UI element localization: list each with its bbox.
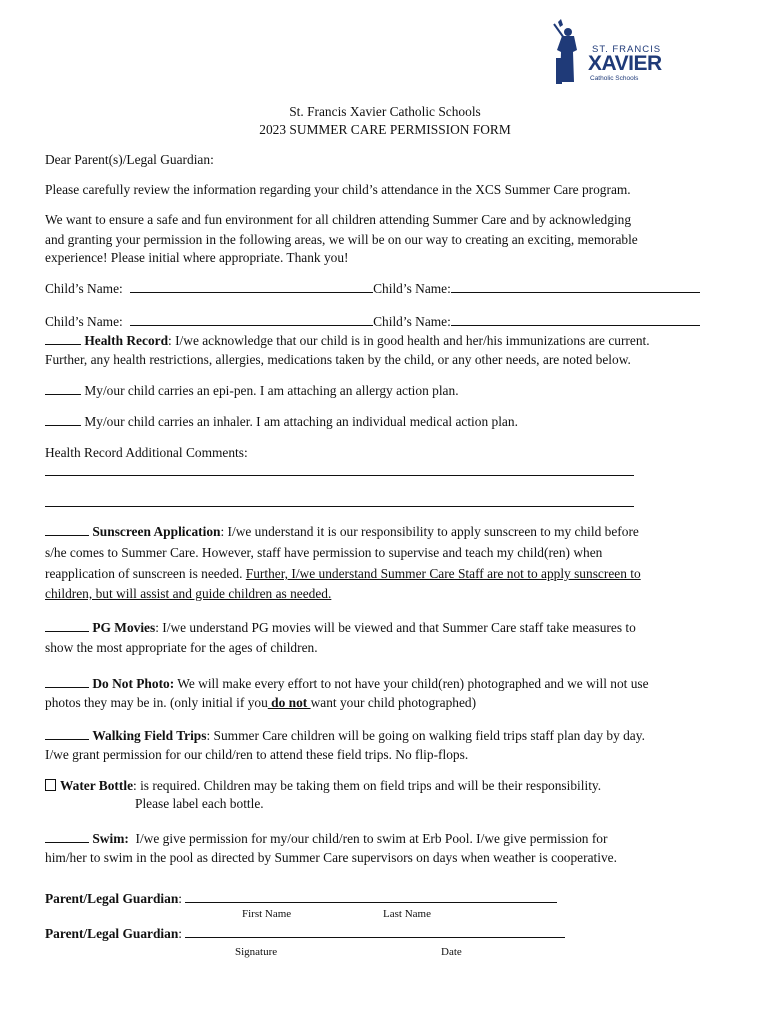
inhaler-text: My/our child carries an inhaler. I am attaching an individual medical action plan.: [84, 414, 518, 429]
photo-initial-field[interactable]: [45, 675, 89, 688]
child-name-field-2[interactable]: [451, 280, 700, 293]
swim-line-1: [45, 830, 607, 847]
inhaler-line: [45, 413, 518, 430]
water-title: Water Bottle: [60, 778, 134, 793]
logo-line3: Catholic Schools: [590, 75, 639, 82]
walking-text: : Summer Care children will be going on walking field trips staff plan day by day.: [206, 728, 645, 743]
water-bottle-checkbox[interactable]: [45, 779, 56, 791]
walking-line-2: I/we grant permission for our child/ren to attend these field trips. No flip-flops.: [45, 747, 469, 762]
school-name: St. Francis Xavier Catholic Schools: [289, 104, 481, 119]
guardian-signature-field[interactable]: [185, 925, 565, 938]
child-name-label: Child’s Name:: [45, 314, 123, 329]
school-logo: [548, 18, 673, 84]
child-name-row-2: [45, 313, 700, 330]
guardian-name-field[interactable]: [185, 890, 557, 903]
photo-text: We will make every effort to not have your child(ren) photographed and we will not use: [174, 676, 649, 691]
walking-line-1: [45, 727, 645, 744]
photo-line-2: [45, 694, 476, 711]
sunscreen-line-4: children, but will assist and guide children as needed.: [45, 586, 332, 601]
epipen-text: My/our child carries an epi-pen. I am attaching an allergy action plan.: [84, 383, 459, 398]
signature-caption: Signature: [235, 946, 278, 958]
sunscreen-text-3b: Further, I/we understand Summer Care Staff are not to apply sunscreen to: [245, 566, 641, 581]
photo-line-1: [45, 675, 649, 692]
photo-text-2a: photos they may be in. (only initial if you: [45, 695, 268, 710]
intro-line-2: and granting your permission in the following areas, we will be on our way to creating an exciting, memorable: [45, 232, 638, 247]
swim-text: I/we give permission for my/our child/ren to swim at Erb Pool. I/we give permission for: [128, 831, 608, 846]
pg-line-1: [45, 619, 636, 636]
pg-line-2: show the most appropriate for the ages of children.: [45, 640, 318, 655]
child-name-label: Child’s Name:: [373, 281, 451, 296]
epipen-line: [45, 382, 459, 399]
sunscreen-title: Sunscreen Application: [92, 524, 221, 539]
child-name-row-1: [45, 280, 700, 297]
photo-title: Do Not Photo:: [92, 676, 175, 691]
walking-initial-field[interactable]: [45, 727, 89, 740]
guardian-signature-row: Parent/Legal Guardian:: [45, 925, 565, 942]
walking-title: Walking Field Trips: [92, 728, 207, 743]
logo-line2: XAVIER: [588, 52, 662, 75]
health-record-text: : I/we acknowledge that our child is in good health and her/his immunizations are current.: [168, 333, 650, 348]
form-title: 2023 SUMMER CARE PERMISSION FORM: [259, 122, 511, 137]
water-line-2: Please label each bottle.: [135, 796, 264, 811]
health-record-line-1: [45, 332, 650, 349]
sunscreen-initial-field[interactable]: [45, 523, 89, 536]
sunscreen-line-1: [45, 523, 639, 540]
photo-do-not: do not: [267, 695, 311, 710]
photo-text-2c: want your child photographed): [310, 695, 477, 710]
intro-line-1: We want to ensure a safe and fun environment for all children attending Summer Care and by acknowledging: [45, 212, 632, 227]
first-name-caption: First Name: [242, 908, 292, 920]
greeting: Dear Parent(s)/Legal Guardian:: [45, 152, 214, 167]
epipen-initial-field[interactable]: [45, 382, 81, 395]
last-name-caption: Last Name: [383, 908, 431, 920]
swim-line-2: him/her to swim in the pool as directed by Summer Care supervisors on days when weather is cooperative.: [45, 850, 617, 865]
guardian-label: Parent/Legal Guardian: [45, 891, 179, 906]
pg-initial-field[interactable]: [45, 619, 89, 632]
sunscreen-text-3a: reapplication of sunscreen is needed.: [45, 566, 246, 581]
child-name-field-4[interactable]: [451, 313, 700, 326]
saint-statue-icon: [548, 18, 588, 84]
child-name-label: Child’s Name:: [373, 314, 451, 329]
pg-text: : I/we understand PG movies will be viewed and that Summer Care staff take measures to: [155, 620, 636, 635]
swim-title: Swim:: [92, 831, 129, 846]
child-name-field-3[interactable]: [130, 313, 373, 326]
health-initial-field[interactable]: [45, 332, 81, 345]
date-caption: Date: [441, 946, 462, 958]
pg-title: PG Movies: [92, 620, 156, 635]
health-comments-label: Health Record Additional Comments:: [45, 445, 248, 460]
guardian-label: Parent/Legal Guardian: [45, 926, 179, 941]
health-comments-line-1[interactable]: [45, 475, 634, 476]
health-record-line-2: Further, any health restrictions, allergies, medications taken by the child, or any other needs, are noted below.: [45, 352, 631, 367]
water-line-1: [45, 777, 601, 794]
health-record-title: Health Record: [84, 333, 169, 348]
swim-initial-field[interactable]: [45, 830, 89, 843]
intro-paragraph-1: Please carefully review the information regarding your child’s attendance in the XCS Summer Care program.: [45, 182, 631, 197]
water-text: : is required. Children may be taking them on field trips and will be their responsibility.: [133, 778, 602, 793]
inhaler-initial-field[interactable]: [45, 413, 81, 426]
intro-line-3: experience! Please initial where appropriate. Thank you!: [45, 250, 349, 265]
child-name-field-1[interactable]: [130, 280, 373, 293]
child-name-label: Child’s Name:: [45, 281, 123, 296]
guardian-name-row: Parent/Legal Guardian:: [45, 890, 557, 907]
sunscreen-line-3: [45, 565, 641, 582]
logo-line1: ST. FRANCIS: [592, 44, 662, 55]
sunscreen-text: : I/we understand it is our responsibility to apply sunscreen to my child before: [220, 524, 639, 539]
sunscreen-line-2: s/he comes to Summer Care. However, staff have permission to supervise and teach my child(ren) when: [45, 545, 603, 560]
health-comments-line-2[interactable]: [45, 506, 634, 507]
